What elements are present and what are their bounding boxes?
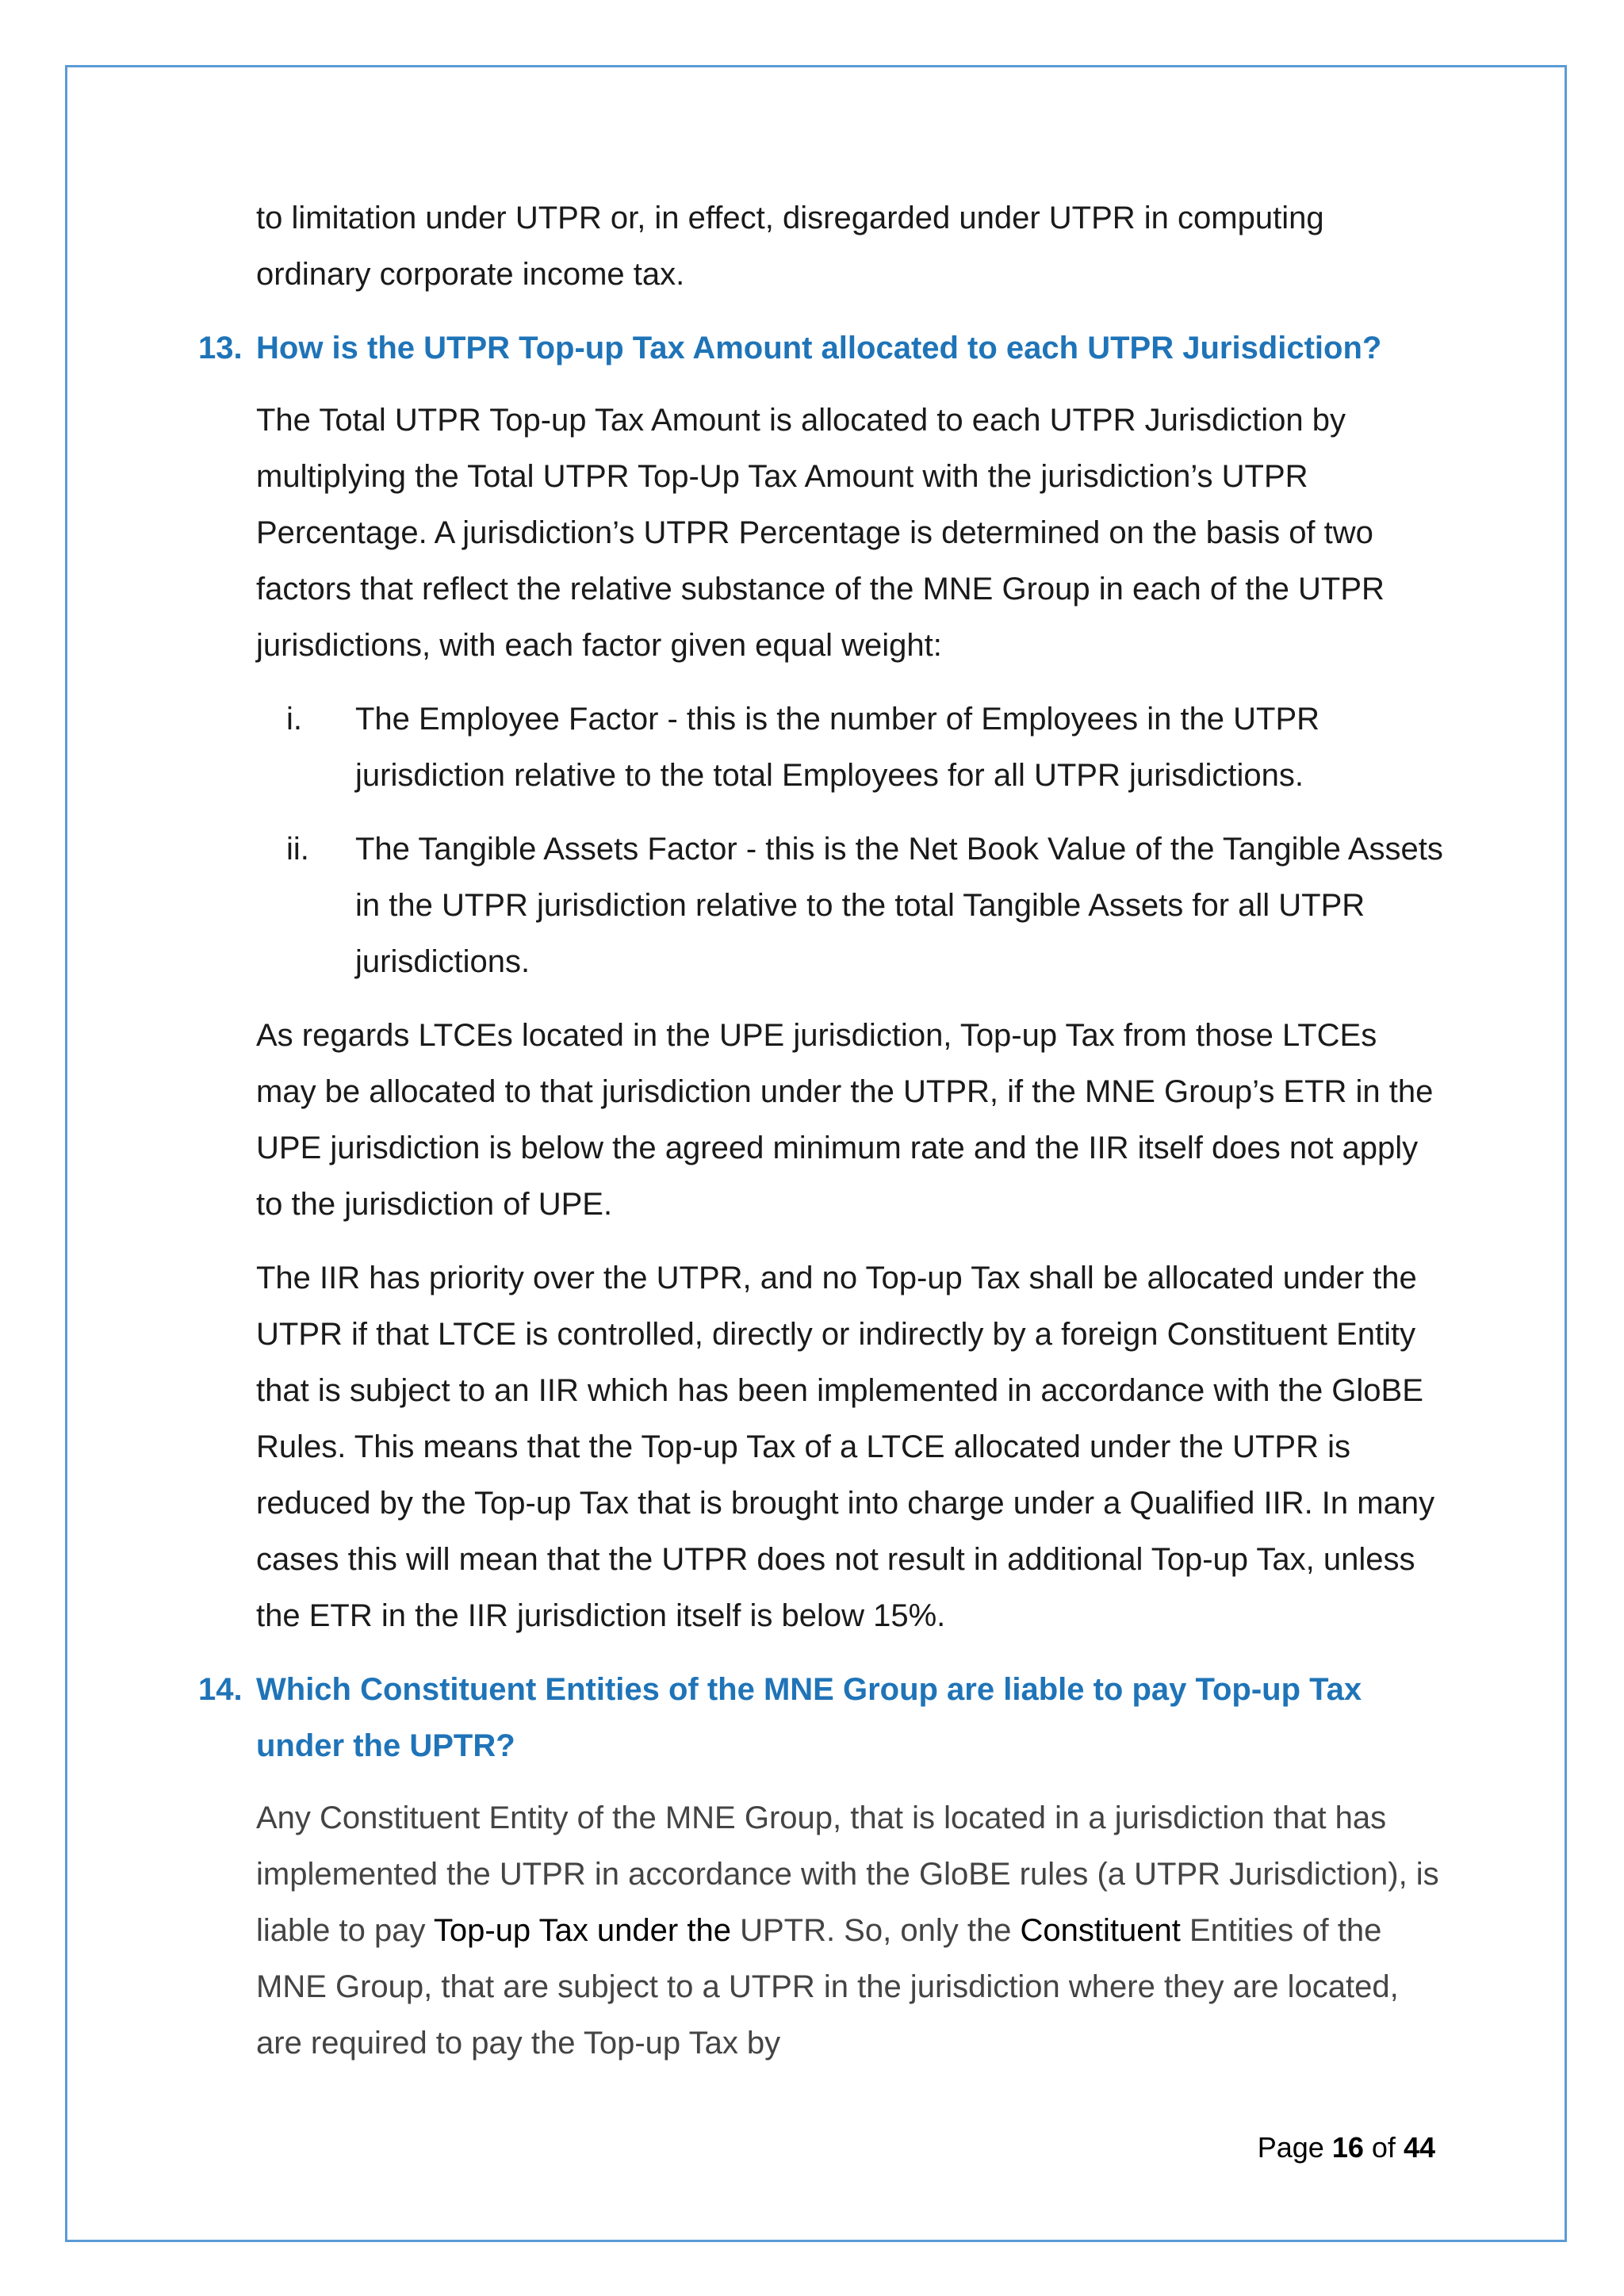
text-run: Constituent — [1020, 1913, 1181, 1948]
of-label: of — [1371, 2131, 1396, 2164]
section-13-title: How is the UTPR Top-up Tax Amount allocated to each UTPR Jurisdiction? — [256, 331, 1382, 365]
document-body — [198, 190, 1443, 2089]
text-run: Top-up Tax under the — [433, 1913, 731, 1948]
section-13-number: 13. — [198, 331, 243, 365]
page-label: Page — [1257, 2131, 1324, 2164]
section-14-para-1 — [198, 1790, 1443, 2072]
section-14-title: Which Constituent Entities of the MNE Group are liable to pay Top-up Tax under the UPTR? — [256, 1672, 1362, 1763]
list-marker: ii. — [286, 832, 309, 867]
section-14-number: 14. — [198, 1672, 243, 1707]
page-number: 16 — [1331, 2131, 1364, 2164]
list-marker: i. — [286, 702, 302, 737]
list-item-text: The Tangible Assets Factor - this is the Net Book Value of the Tangible Assets in the UTPR jurisdiction relative to the total Tangible Assets for all UTPR jurisdictions. — [355, 832, 1443, 979]
text-run: Any Constituent Entity of the MNE Group, that is located in a jurisdiction that has implemented the UTPR in accordance with the GloBE rules (a UTPR Jurisdiction), is liable to pay — [256, 1800, 1439, 1948]
text-run: UPTR. So, only the — [730, 1913, 1021, 1948]
list-item — [198, 691, 1443, 804]
section-14-heading — [198, 1662, 1443, 1774]
intro-continuation: to limitation under UTPR or, in effect, disregarded under UTPR in computing ordinary corporate income tax. — [256, 201, 1324, 292]
section-13-para-3: The IIR has priority over the UTPR, and no Top-up Tax shall be allocated under the UTPR if that LTCE is controlled, directly or indirectly by a foreign Constituent Entity that is subject to an IIR which has been implemented in accordance with the GloBE Rules. This means that the Top-up Tax of a LTCE allocated under the UTPR is reduced by the Top-up Tax that is brought into charge under a Qualified IIR. In many cases this will mean that the UTPR does not result in additional Top-up Tax, unless the ETR in the IIR jurisdiction itself is below 15%. — [256, 1261, 1435, 1633]
section-13-para-2: As regards LTCEs located in the UPE jurisdiction, Top-up Tax from those LTCEs may be allocated to that jurisdiction under the UTPR, if the MNE Group’s ETR in the UPE jurisdiction is below the agreed minimum rate and the IIR itself does not apply to the jurisdiction of UPE. — [256, 1018, 1434, 1222]
total-pages: 44 — [1403, 2131, 1435, 2164]
section-13-heading — [198, 320, 1443, 377]
list-item-text: The Employee Factor - this is the number of Employees in the UTPR jurisdiction relative to the total Employees for all UTPR jurisdictions. — [355, 702, 1320, 793]
section-13-para-1: The Total UTPR Top-up Tax Amount is allocated to each UTPR Jurisdiction by multiplying the Total UTPR Top-Up Tax Amount with the jurisdiction’s UTPR Percentage. A jurisdiction’s UTPR Percentage is determined on the basis of two factors that reflect the relative substance of the MNE Group in each of the UTPR jurisdictions, with each factor given equal weight: — [256, 403, 1385, 663]
page-footer — [1258, 2131, 1435, 2164]
list-item — [198, 821, 1443, 990]
text-run: Entities of the MNE Group, that are subject to a UTPR in the jurisdiction where they are located, are required to pay the Top-up Tax by — [256, 1913, 1399, 2061]
